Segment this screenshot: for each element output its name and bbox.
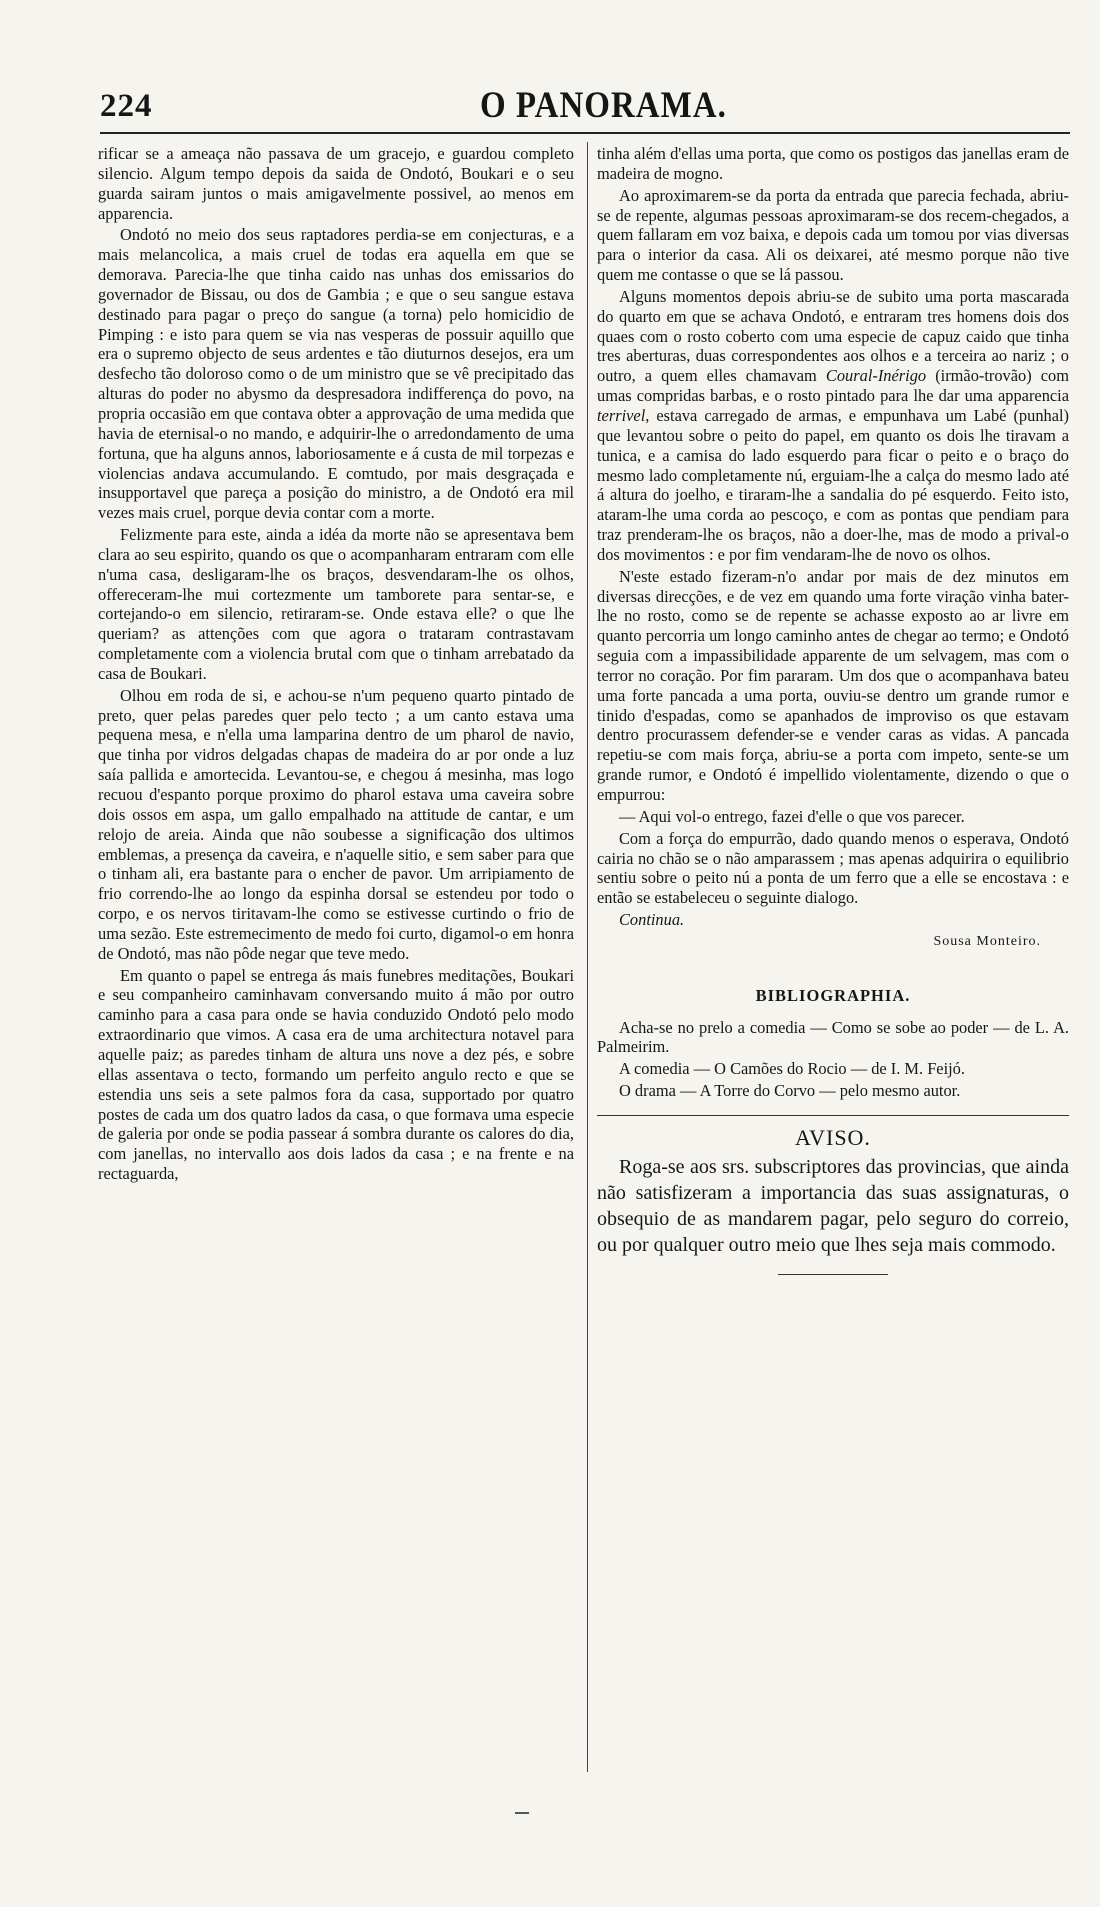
bibliography-entry: Acha-se no prelo a comedia — Como se sobe ao poder — de L. A. Palmeirim. [597,1017,1069,1057]
page-header [100,85,1070,128]
article-paragraph: Ao aproximarem-se da porta da entrada que parecia fechada, abriu-se de repente, algumas pessoas aproximaram-se dos recem-chegados, a quem fallaram em voz baixa, e depois cada um tomou por vias diversas para o interior da casa. Ali os deixarei, até mesmo porque não tive quem me contasse o que se lá passou. [597,185,1069,285]
article-paragraph [597,287,1069,565]
bibliographia-title: BIBLIOGRAPHIA. [755,985,911,1005]
bibliography-entry: A comedia — O Camões do Rocio — de I. M. Feijó. [619,1059,965,1079]
article-paragraph: Em quanto o papel se entrega ás mais funebres meditações, Boukari e seu companheiro caminhavam conversando muito á mão por outro caminho para a casa para onde se havia conduzido Ondotó pelo modo extraordinario que vimos. A casa era de uma architectura notavel para aquelle paiz; as paredes tinham de altura uns nove a dez pés, e sobre ellas assentava o tecto, formando um perfeito angulo recto e que se estendia uns seis a sete palmos fora da casa, supportado por quatro postes de cada um dos quatro lados da casa, o que formava uma especie de galeria por onde se podia passear á sombra durante os calores do dia, com janellas, no intervallo aos dois lados da casa ; e na frente e na rectaguarda, [98,965,574,1184]
article-paragraph: Olhou em roda de si, e achou-se n'um pequeno quarto pintado de preto, quer pelas paredes quer pelo tecto ; a um canto estava uma pequena mesa, e n'ella uma lamparina dentro de um pharol de navio, que tinha por vidros delgadas chapas de madeira do ar por onde a luz saía pallida e amortecida. Levantou-se, e chegou á mesinha, mas logo recuou d'espanto porque proximo do pharol estava uma caveira sobre dois ossos em aspa, um gallo empalhado na attitude de cantar, e um relojo de areia. Ainda que não soubesse a significação dos ultimos emblemas, a presença da caveira, e n'aquelle sitio, e sem saber para que o tinham ali, era bastante para o encher de pavor. Um arripiamento de frio correndo-lhe ao longo da espinha dorsal se estendeu por todo o corpo, e os nervos tiritavam-lhe como se estivesse curtindo o frio de uma sezão. Este estremecimento de medo foi curto, digamol-o em honra de Ondotó, mas não pôde negar que teve medo. [98,685,574,963]
article-paragraph: Com a força do empurrão, dado quando menos o esperava, Ondotó cairia no chão se o não amparassem ; mas apenas adquirira o equilibrio sentiu sobre o peito nú a ponta de um ferro que a elle se encostava : e então se estabeleceu o seguinte dialogo. [597,828,1069,908]
section-rule [597,1115,1069,1116]
header-rule [100,132,1070,134]
continua-note: Continua. [619,910,685,930]
page-number: 224 [100,88,153,124]
aviso-title: AVISO. [795,1124,871,1150]
left-column [98,144,574,1184]
article-paragraph: Felizmente para este, ainda a idéa da morte não se apresentava bem clara ao seu espirito, quando os que o acompanharam entraram com elle n'uma casa, desligaram-lhe os braços, desvendaram-lhe os olhos, offereceram-lhe mui cortezmente um tamborete para sentar-se, e cortejando-o em silencio, retiraram-se. Onde estava elle? o que lhe queriam? as attenções com que agora o trataram contrastavam completamente com a violencia brutal com que o tinham arrebatado da casa de Boukari. [98,525,574,683]
article-paragraph: Ondotó no meio dos seus raptadores perdia-se em conjecturas, e a mais melancolica, a mais cruel de todas era aquella em que se demorava. Parecia-lhe que tinha caido nas unhas dos emissarios do governador de Bissau, ou dos de Gambia ; e que o seu sangue estava destinado para pagar o preço do sangue (a torna) pelo homicidio de Pimping : e isto para quem se via nas vesperas de possuir aquillo que era o supremo objecto de seus ardentes e tão diuturnos desejos, era um desfecho tão doloroso como o de um ministro que se vê precipitado das alturas do poder no abysmo da despresadora indifferença do povo, na propria occasião em que contava obter a approvação de uma medida que havia de eternisal-o no mando, e adquirir-lhe o arredondamento de uma fortuna, que ha alguns annos, laboriosamente e á custa de mil torpezas e violencias andava accumulando. E comtudo, por mais desgraçada e insupportavel que pareça a posição do ministro, a de Ondotó era mil vezes mais cruel, porque devia contar com a morte. [98,225,574,523]
article-paragraph: rificar se a ameaça não passava de um gracejo, e guardou completo silencio. Algum tempo depois da saida de Ondotó, Boukari e o seu guarda sairam juntos o mais amigavelmente possivel, ao menos em apparencia. [98,144,574,223]
article-paragraph: N'este estado fizeram-n'o andar por mais de dez minutos em diversas direcções, e de vez em quando uma forte viração vinha bater-lhe no rosto, como se de repente se achasse exposto ao ar livre em quanto percorria um longo caminho antes de chegar ao termo; e Ondotó seguia com a impassibilidade apparente de um selvagem, mas com o terror no coração. Por fim pararam. Um dos que o acompanhava bateu uma forte pancada a uma porta, ouviu-se dentro um grande rumor e tinido d'espadas, como se apanhados de improviso os que estavam dentro procurassem defender-se e vender caras as vidas. A pancada repetiu-se com mais força, abriu-se a porta com impeto, sente-se um grande rumor, e Ondotó é impellido violentamente, dizendo o que o empurrou: [597,566,1069,804]
author-signature: Sousa Monteiro. [933,933,1041,949]
article-paragraph: tinha além d'ellas uma porta, que como os postigos das janellas eram de madeira de mogno. [597,144,1069,183]
paragraph-text: , estava carregado de armas, e empunhava um Labé (punhal) que levantou sobre o peito do papel, em quanto os dois lhe tiravam a tunica, e a camisa do lado esquerdo para ficar o peito e o braço do mesmo lado completamente nú, erguiam-lhe a calça do mesmo lado até á altura do joelho, e tiraram-lhe a sandalia do pé esquerdo. Feito isto, ataram-lhe uma corda ao pescoço, e com as pontas que pendiam para traz prenderam-lhe os braços, não a doer-lhe, mas de modo a prival-o dos movimentos : e por fim vendaram-lhe de novo os olhos. [597,405,1069,564]
article-paragraph: — Aqui vol-o entrego, fazei d'elle o que vos parecer. [619,806,965,826]
page-dash-mark [515,1812,529,1814]
right-column [597,144,1069,1275]
italic-term: terrivel [597,405,646,425]
aviso-text: Roga-se aos srs. subscriptores das provincias, que ainda não satisfizeram a importancia das suas assignaturas, o obsequio de as mandarem pagar, pelo seguro do correio, ou por qualquer outro meio que lhes seja mais commodo. [597,1155,1069,1256]
masthead-title: O PANORAMA. [480,85,727,127]
paragraph-text: Alguns momentos depois abriu-se de subito uma porta mascarada do quarto em que se achava Ondotó, e entraram tres homens dois dos quaes com o rosto coberto com uma especie de capuz caido que tinha tres aberturas, duas correspondentes aos olhos e a terceira ao nariz ; o outro, a quem elles chamavam [597,286,1069,386]
column-divider [587,142,588,1772]
paragraph-text: (irmão-trovão) com umas compridas barbas, e o rosto pintado para lhe dar uma apparencia [597,366,1069,406]
bibliography-entry: O drama — A Torre do Corvo — pelo mesmo autor. [619,1081,961,1101]
end-rule [778,1274,888,1275]
italic-term: Coural-Inérigo [825,366,927,386]
